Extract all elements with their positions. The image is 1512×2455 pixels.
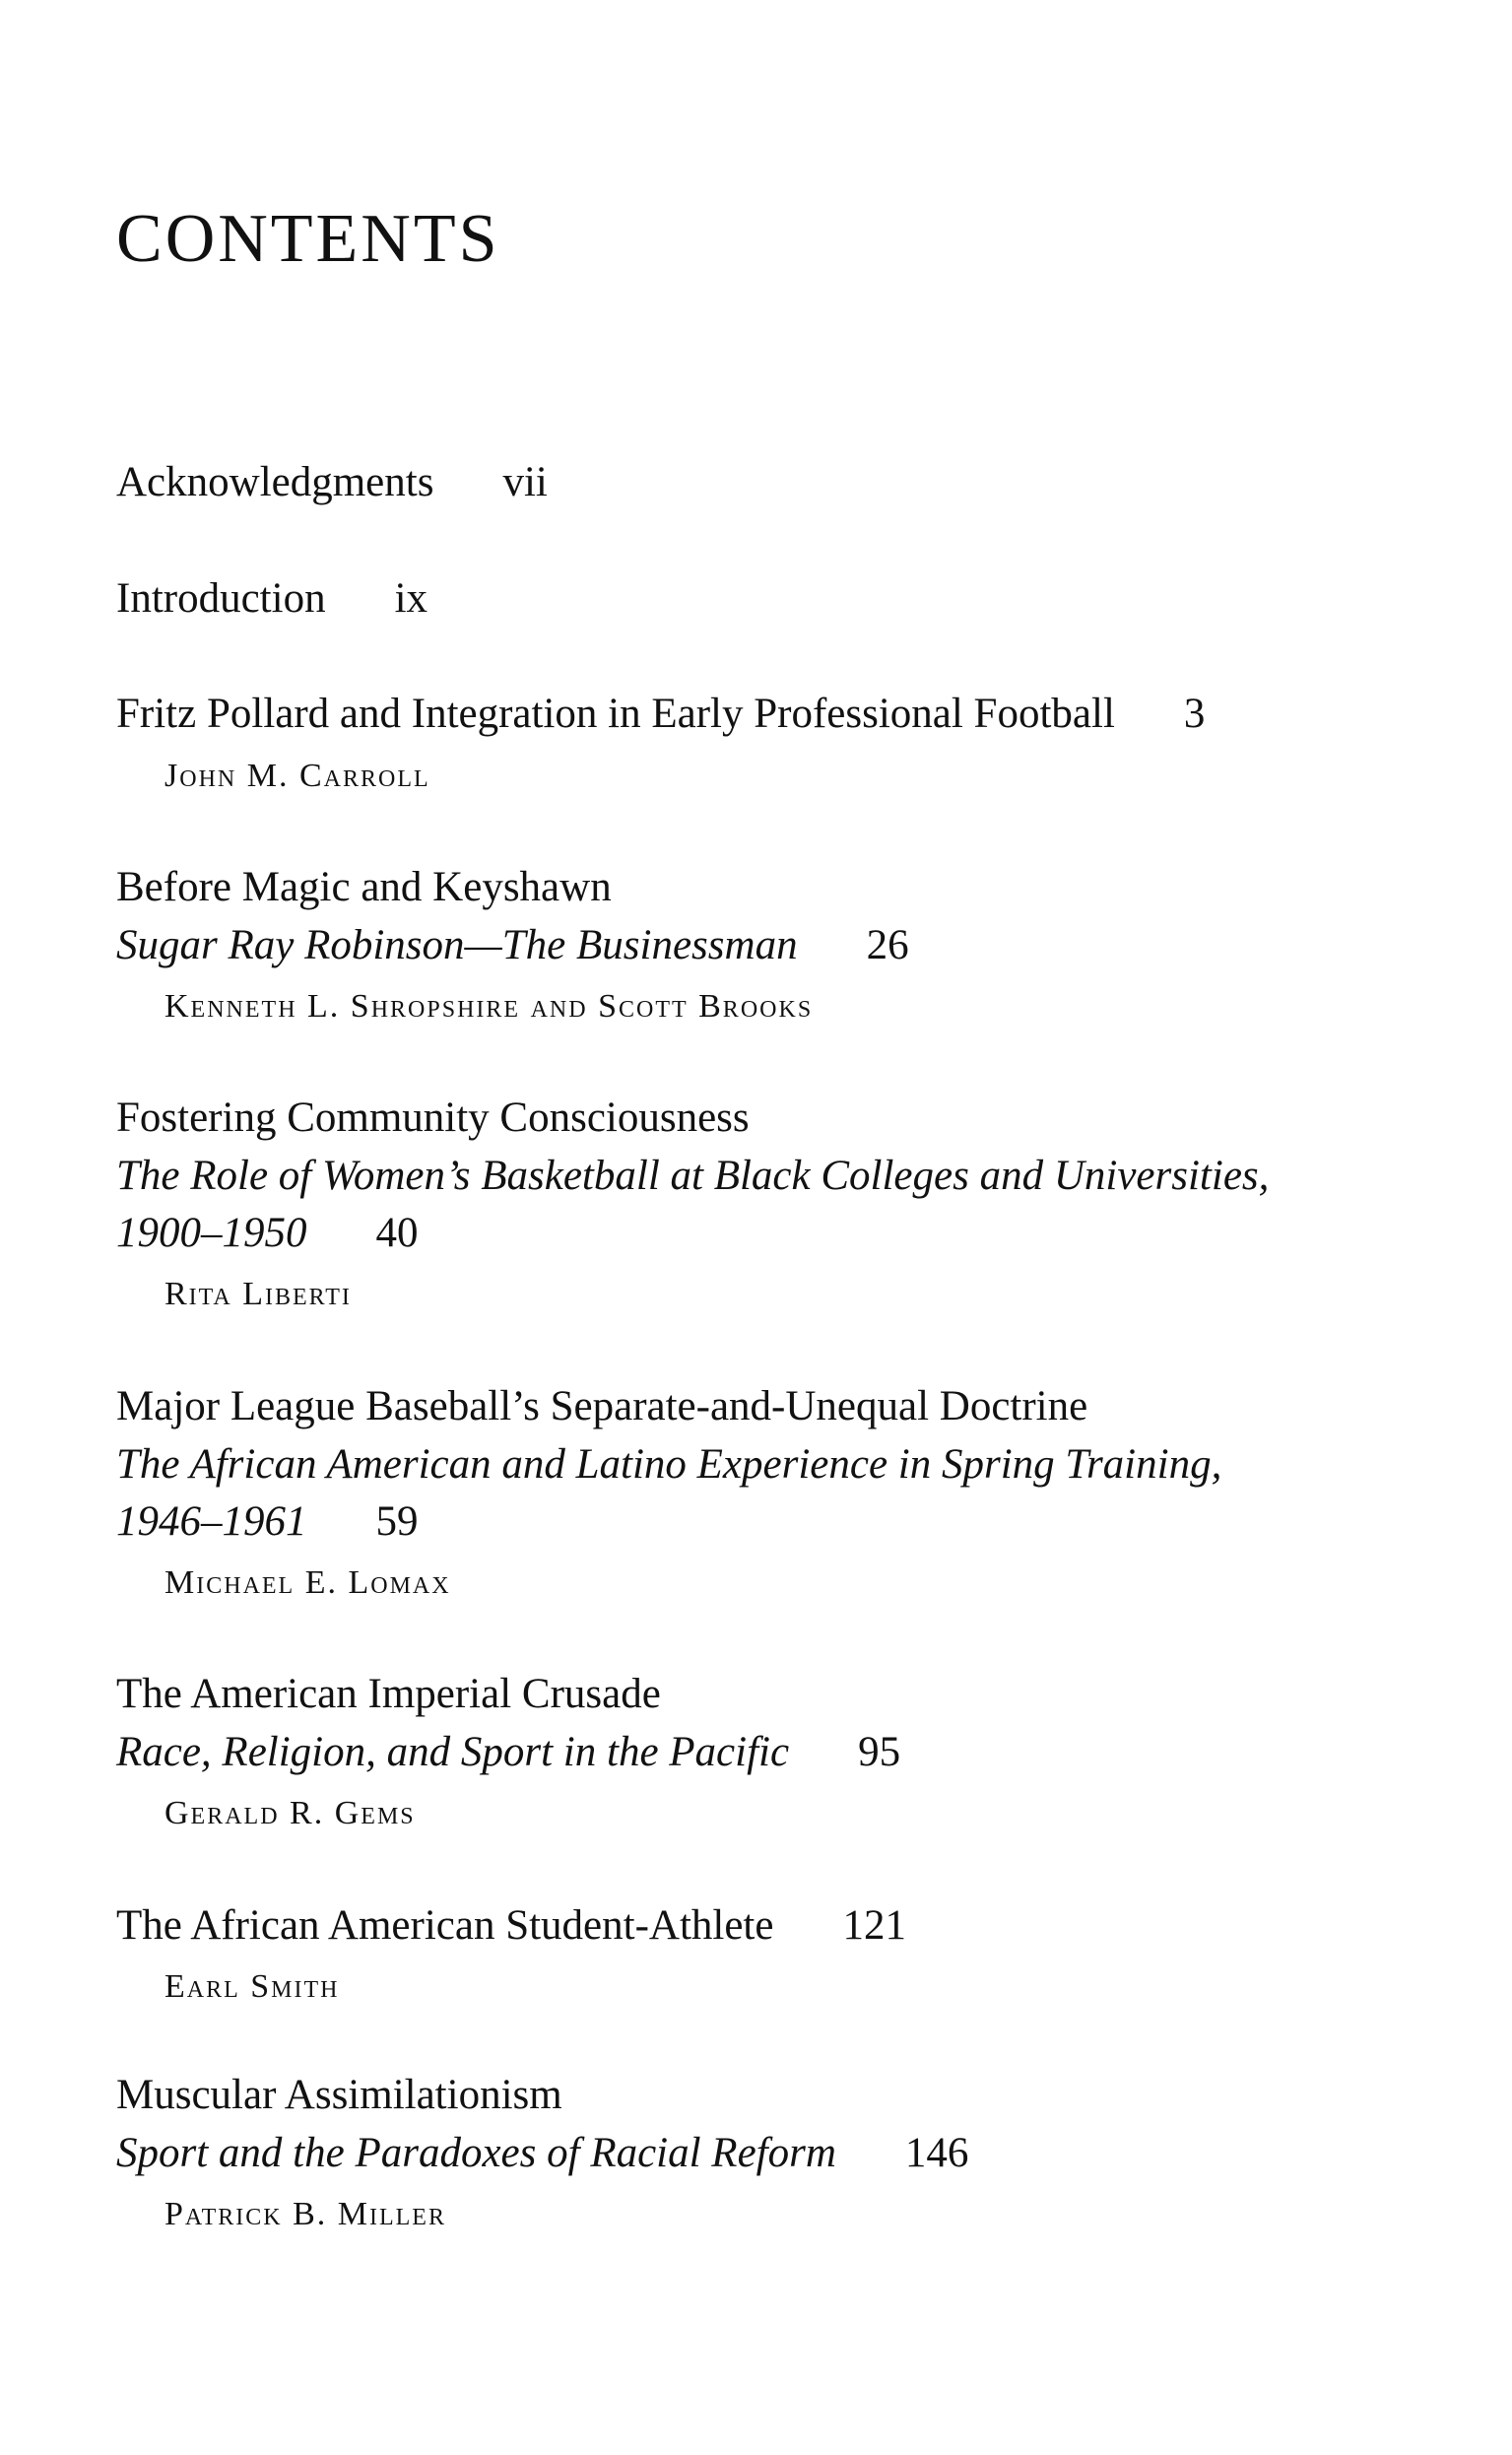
page-number: vii [502,459,548,505]
entry-subtitle: 1900–1950 [116,1210,307,1256]
page-number: 95 [858,1729,901,1775]
toc-entry-fostering-community[interactable] [116,1094,750,1142]
entry-title: The African American Student-Athlete [116,1902,774,1949]
toc-entry-mlb-doctrine[interactable] [116,1382,1087,1430]
entry-title: Fostering Community Consciousness [116,1095,750,1141]
entry-author: Rita Liberti [164,1276,352,1312]
entry-subtitle: 1946–1961 [116,1498,307,1545]
entry-title: Major League Baseball’s Separate-and-Unequal Doctrine [116,1383,1088,1429]
page-number: 26 [866,922,909,968]
entry-subtitle-row [116,2129,968,2177]
entry-author: Patrick B. Miller [164,2196,446,2232]
toc-entry-acknowledgments[interactable] [116,458,548,506]
entry-subtitle-line-2 [116,1497,419,1546]
page-title: CONTENTS [116,201,500,277]
page-number: ix [394,575,428,622]
entry-title: Fritz Pollard and Integration in Early Professional Football [116,691,1115,737]
entry-subtitle: Sport and the Paradoxes of Racial Reform [116,2130,836,2176]
entry-subtitle: The African American and Latino Experience in Spring Training, [116,1441,1222,1488]
toc-entry-student-athlete[interactable] [116,1901,906,1950]
page-number: 59 [375,1498,419,1545]
entry-author: Gerald R. Gems [164,1795,416,1831]
toc-entry-magic-keyshawn[interactable] [116,863,612,911]
entry-subtitle: The Role of Women’s Basketball at Black Colleges and Universities, [116,1153,1270,1199]
toc-entry-introduction[interactable] [116,574,427,623]
entry-author: Michael E. Lomax [164,1564,451,1601]
entry-subtitle-line-1 [116,1152,1269,1200]
entry-subtitle: Sugar Ray Robinson—The Businessman [116,922,798,968]
entry-subtitle-row [116,1728,900,1776]
entry-author: Earl Smith [164,1968,340,2005]
entry-title: The American Imperial Crusade [116,1671,661,1717]
entry-title: Muscular Assimilationism [116,2072,562,2118]
entry-subtitle-line-1 [116,1440,1221,1489]
page-number: 40 [375,1210,419,1256]
entry-author: Kenneth L. Shropshire and Scott Brooks [164,988,814,1025]
entry-subtitle-row [116,921,909,969]
entry-subtitle: Race, Religion, and Sport in the Pacific [116,1729,790,1775]
toc-entry-muscular-assimilationism[interactable] [116,2071,562,2119]
page-number: 146 [904,2130,969,2176]
page-number: 3 [1183,691,1206,737]
entry-subtitle-line-2 [116,1209,419,1257]
entry-title: Introduction [116,575,326,622]
toc-entry-imperial-crusade[interactable] [116,1670,661,1718]
page-number: 121 [842,1902,906,1949]
toc-entry-pollard[interactable] [116,690,1205,738]
entry-author: John M. Carroll [164,758,430,794]
entry-title: Before Magic and Keyshawn [116,864,612,910]
entry-title: Acknowledgments [116,459,434,505]
